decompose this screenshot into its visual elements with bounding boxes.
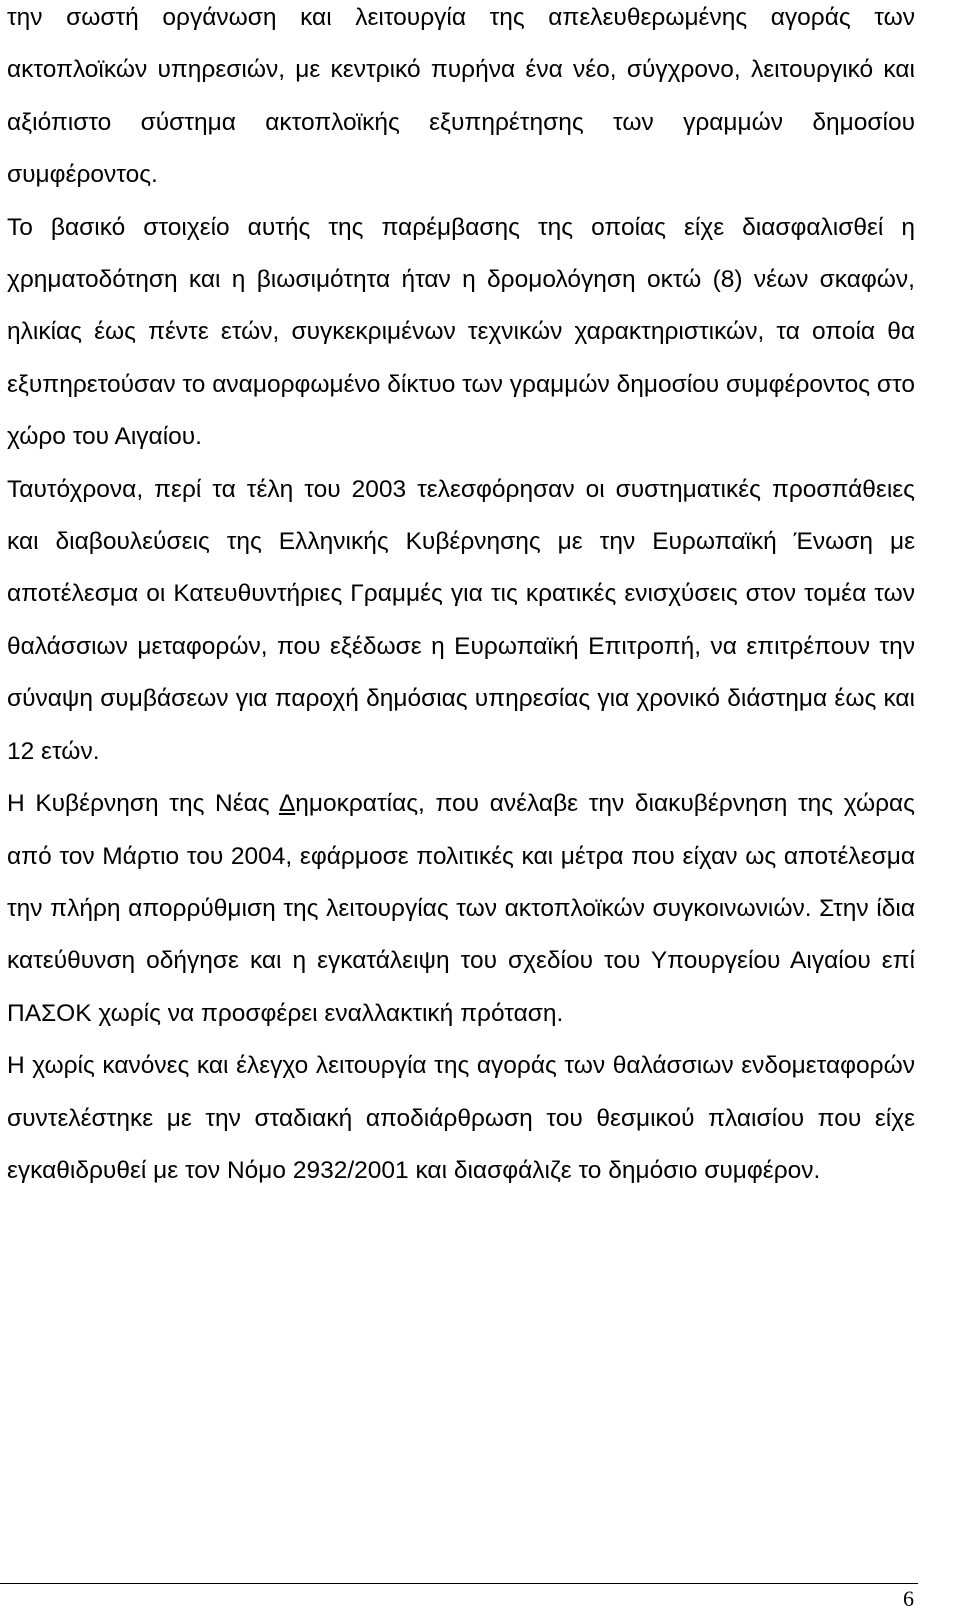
- paragraph-1: την σωστή οργάνωση και λειτουργία της απελευθερωμένης αγοράς των ακτοπλοϊκών υπηρεσιών, με κεντρικό πυρήνα ένα νέο, σύγχρονο, λειτουργικό και αξιόπιστο σύστημα ακτοπλοϊκής εξυπηρέτησης των γραμμών δημοσίου συμφέροντος.: [7, 4, 915, 189]
- page-number: 6: [903, 1586, 914, 1611]
- paragraph-4-start: Η Κυβέρνηση της Νέας: [7, 790, 279, 818]
- document-body: [7, 0, 915, 1197]
- paragraph-4-rest: ημοκρατίας, που ανέλαβε την διακυβέρνηση της χώρας από τον Μάρτιο του 2004, εφάρμοσε πολιτικές και μέτρα που είχαν ως αποτέλεσμα την πλήρη απορρύθμιση της λειτουργίας των ακτοπλοϊκών συγκοινωνιών. Στην ίδια κατεύθυνση οδήγησε και η εγκατάλειψη του σχεδίου του Υπουργείου Αιγαίου επί ΠΑΣΟΚ χωρίς να προσφέρει εναλλακτική πρόταση.: [7, 790, 915, 1027]
- paragraph-5: Η χωρίς κανόνες και έλεγχο λειτουργία της αγοράς των θαλάσσιων ενδομεταφορών συντελέστηκε με την σταδιακή αποδιάρθρωση του θεσμικού πλαισίου που είχε εγκαθιδρυθεί με τον Νόμο 2932/2001 και διασφάλιζε το δημόσιο συμφέρον.: [7, 1052, 915, 1184]
- paragraph-2: Το βασικό στοιχείο αυτής της παρέμβασης της οποίας είχε διασφαλισθεί η χρηματοδότηση και η βιωσιμότητα ήταν η δρομολόγηση οκτώ (8) νέων σκαφών, ηλικίας έως πέντε ετών, συγκεκριμένων τεχνικών χαρακτηριστικών, τα οποία θα εξυπηρετούσαν το αναμορφωμένο δίκτυο των γραμμών δημοσίου συμφέροντος στο χώρο του Αιγαίου.: [7, 213, 915, 451]
- paragraph-4: [7, 778, 915, 1040]
- paragraph-3: Ταυτόχρονα, περί τα τέλη του 2003 τελεσφόρησαν οι συστηματικές προσπάθειες και διαβουλεύσεις της Ελληνικής Κυβέρνησης με την Ευρωπαϊκή Ένωση με αποτέλεσμα οι Κατευθυντήριες Γραμμές για τις κρατικές ενισχύσεις στον τομέα των θαλάσσιων μεταφορών, που εξέδωσε η Ευρωπαϊκή Επιτροπή, να επιτρέπουν την σύναψη συμβάσεων για παροχή δημόσιας υπηρεσίας για χρονικό διάστημα έως και 12 ετών.: [7, 475, 915, 765]
- footer-divider: [0, 1583, 918, 1584]
- underlined-letter: Δ: [278, 790, 296, 818]
